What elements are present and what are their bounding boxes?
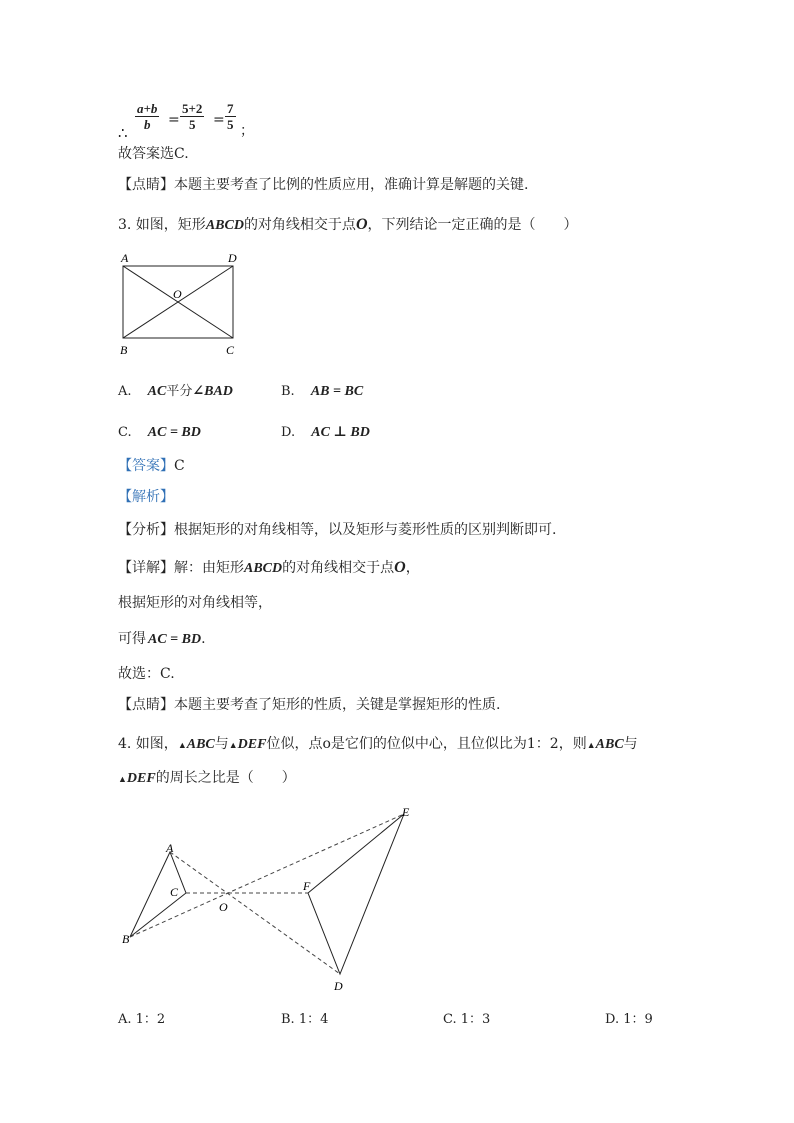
- option-a-math2: ∠BAD: [192, 384, 233, 399]
- dianjing-text: 本题主要考查了矩形的性质，关键是掌握矩形的性质.: [174, 697, 501, 713]
- fraction-numerator: 7: [227, 101, 234, 116]
- option-4c: C. 1：3: [443, 1012, 491, 1027]
- xiangjie-text3: ，: [405, 560, 420, 576]
- dianjing-2: [118, 698, 500, 712]
- label-b: B: [122, 932, 130, 946]
- option-d: [281, 426, 370, 440]
- fraction-7-over-5: [225, 101, 236, 132]
- line-rect-diagonals: 根据矩形的对角线相等，: [118, 595, 272, 611]
- option-d-label: D.: [281, 425, 296, 440]
- q4-tri4: DEF: [126, 771, 156, 786]
- label-o: O: [173, 287, 182, 301]
- kede-line: [118, 632, 206, 647]
- option-4a: A. 1：2: [118, 1012, 166, 1027]
- question-4-stem-line1: [118, 737, 638, 752]
- label-d: D: [228, 251, 237, 265]
- answer-block: [118, 459, 185, 473]
- label-c: C: [170, 885, 179, 899]
- kede-math: AC = BD: [148, 632, 202, 647]
- equals-sign: =: [213, 112, 225, 128]
- option-b-math: AB = BC: [310, 384, 364, 399]
- q4-suffix: 的周长之比是（ ）: [155, 770, 296, 786]
- q3-prefix: 3. 如图，矩形: [118, 217, 206, 233]
- q4-tri2: DEF: [237, 737, 267, 752]
- xiangjie-o: O: [394, 559, 406, 576]
- kede-text: 可得: [118, 631, 146, 647]
- answer-tag: 【答案】: [118, 458, 174, 474]
- jiexi-tag: 【解析】: [118, 489, 174, 505]
- option-c: [118, 426, 201, 440]
- option-c-math: AC = BD: [147, 425, 201, 440]
- option-a-math1: AC: [147, 384, 167, 399]
- option-4d: D. 1：9: [605, 1012, 653, 1027]
- fraction-denominator: 5: [188, 117, 196, 132]
- label-b: B: [120, 343, 128, 357]
- fraction-5-plus-2-over-5: [180, 101, 204, 132]
- therefore-symbol: ∴: [118, 124, 128, 142]
- option-c-label: C.: [118, 425, 132, 440]
- xiangjie-tag: 【详解】: [118, 560, 174, 576]
- option-a-text: 平分: [166, 384, 193, 399]
- q4-mid: 位似，点o是它们的位似中心，且位似比为1：2，则: [266, 736, 587, 752]
- option-d-math: AC ⊥ BD: [311, 425, 370, 440]
- triangle-def: [308, 814, 404, 974]
- label-o: O: [219, 900, 228, 914]
- fenxi-tag: 【分析】: [118, 522, 174, 538]
- xiangjie-text1: 解：由矩形: [174, 560, 244, 576]
- q3-abcd: ABCD: [205, 218, 244, 233]
- q4-prefix: 4. 如图，: [118, 736, 178, 752]
- label-e: E: [402, 805, 410, 819]
- q3-mid: 的对角线相交于点: [243, 217, 356, 233]
- label-f: F: [303, 879, 311, 893]
- option-4b: B. 1：4: [281, 1012, 329, 1027]
- dianjing-1: [118, 178, 528, 192]
- q3-suffix: ，下列结论一定正确的是（ ）: [367, 217, 578, 233]
- dianjing-text: 本题主要考查了比例的性质应用，准确计算是解题的关键.: [174, 177, 529, 193]
- fraction-denominator: b: [143, 117, 151, 132]
- formula-end-punct: ；: [240, 123, 254, 139]
- label-a: A: [121, 251, 129, 265]
- q4-yu: 与: [214, 736, 229, 752]
- question-3-stem: [118, 217, 578, 233]
- guxuan-line: 故选：C.: [118, 666, 175, 682]
- triangle-icon: ▲: [586, 740, 596, 750]
- fraction-numerator: a+b: [137, 101, 158, 116]
- label-d: D: [334, 979, 343, 993]
- fenxi-text: 根据矩形的对角线相等，以及矩形与菱形性质的区别判断即可.: [174, 522, 557, 538]
- option-b: [281, 385, 363, 399]
- q4-tri1: ABC: [186, 737, 215, 752]
- kede-end: .: [201, 631, 206, 647]
- label-a: A: [166, 841, 174, 855]
- triangle-icon: ▲: [177, 740, 187, 750]
- option-a: [118, 385, 233, 399]
- xiangjie-text2: 的对角线相交于点: [282, 560, 395, 576]
- fraction-denominator: 5: [227, 117, 234, 132]
- xiangjie-block: [118, 560, 420, 576]
- answer-line: 故答案选C.: [118, 146, 189, 162]
- triangle-icon: ▲: [228, 740, 238, 750]
- xiangjie-abcd: ABCD: [244, 561, 283, 576]
- dashed-line-ad: [170, 852, 340, 974]
- q3-o: O: [355, 216, 368, 233]
- dianjing-tag: 【点睛】: [118, 697, 174, 713]
- q4-yu2: 与: [623, 736, 638, 752]
- fraction-a-plus-b-over-b: [135, 101, 159, 132]
- homothety-figure: [112, 800, 422, 1000]
- option-b-label: B.: [281, 384, 295, 399]
- rectangle-figure: [112, 250, 252, 360]
- q4-tri3: ABC: [595, 737, 624, 752]
- option-a-label: A.: [118, 384, 132, 399]
- label-c: C: [226, 343, 235, 357]
- answer-value: C: [174, 458, 185, 474]
- question-4-stem-line2: [118, 771, 296, 786]
- fenxi-block: [118, 523, 556, 537]
- equals-sign: =: [168, 112, 180, 128]
- dashed-line-be: [130, 814, 404, 937]
- fraction-numerator: 5+2: [182, 101, 203, 116]
- triangle-icon: ▲: [118, 774, 127, 784]
- dianjing-tag: 【点睛】: [118, 177, 174, 193]
